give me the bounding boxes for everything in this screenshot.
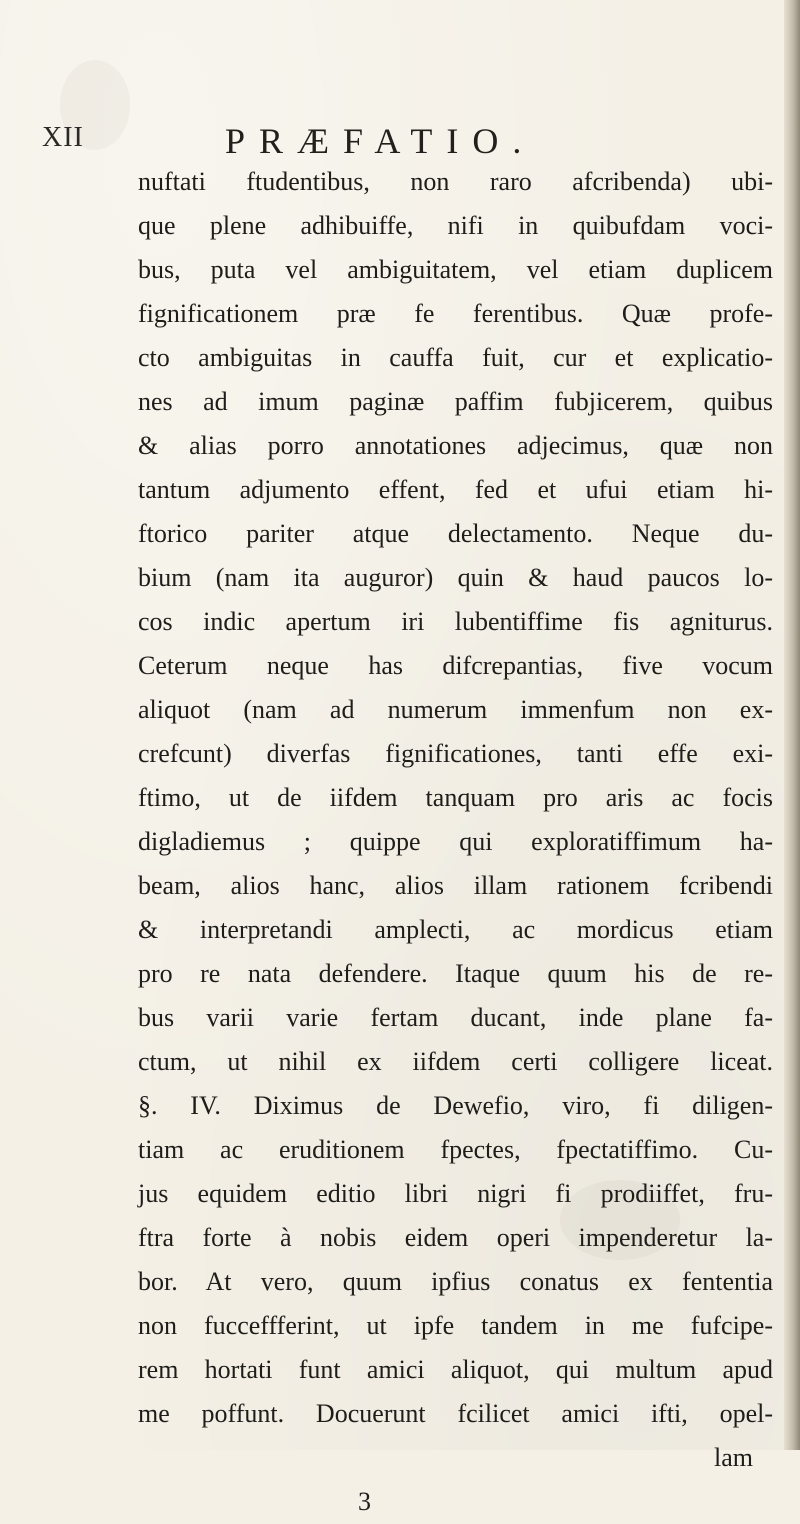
book-spine-edge: [784, 0, 800, 1450]
text-line: rem hortati funt amici aliquot, qui multum apud: [138, 1355, 773, 1384]
text-line: digladiemus ; quippe qui exploratiffimum ha-: [138, 827, 773, 856]
text-line: bor. At vero, quum ipfius conatus ex fententia: [138, 1267, 773, 1296]
text-line: jus equidem editio libri nigri fi prodiiffet, fru-: [138, 1179, 773, 1208]
text-line: & interpretandi amplecti, ac mordicus etiam: [138, 915, 773, 944]
text-line: bus, puta vel ambiguitatem, vel etiam duplicem: [138, 255, 773, 284]
text-line: & alias porro annotationes adjecimus, quæ non: [138, 431, 773, 460]
text-line: bium (nam ita auguror) quin & haud paucos lo-: [138, 563, 773, 592]
text-line: beam, alios hanc, alios illam rationem fcribendi: [138, 871, 773, 900]
text-line: fignificationem præ fe ferentibus. Quæ profe-: [138, 299, 773, 328]
text-line: Ceterum neque has difcrepantias, five vocum: [138, 651, 773, 680]
text-line: crefcunt) diverfas fignificationes, tanti effe exi-: [138, 739, 773, 768]
text-line: me poffunt. Docuerunt fcilicet amici ifti, opel-: [138, 1399, 773, 1428]
text-line: ctum, ut nihil ex iifdem certi colligere liceat.: [138, 1047, 773, 1076]
text-line: nuftati ftudentibus, non raro afcribenda) ubi-: [138, 167, 773, 196]
text-line: pro re nata defendere. Itaque quum his de re-: [138, 959, 773, 988]
text-line: bus varii varie fertam ducant, inde plane fa-: [138, 1003, 773, 1032]
text-line: ftorico pariter atque delectamento. Neque du-: [138, 519, 773, 548]
text-line: nes ad imum paginæ paffim fubjicerem, quibus: [138, 387, 773, 416]
text-line: tiam ac eruditionem fpectes, fpectatiffimo. Cu-: [138, 1135, 773, 1164]
catchword: lam: [714, 1443, 753, 1472]
running-head: PRÆFATIO.: [225, 121, 536, 161]
text-line: non fucceffferint, ut ipfe tandem in me fufcipe-: [138, 1311, 773, 1340]
text-line: §. IV. Diximus de Dewefio, viro, fi diligen-: [138, 1091, 773, 1120]
page-number: XII: [42, 122, 84, 153]
text-line: cto ambiguitas in cauffa fuit, cur et explicatio-: [138, 343, 773, 372]
text-line: que plene adhibuiffe, nifi in quibufdam voci-: [138, 211, 773, 240]
text-line: ftra forte à nobis eidem operi impenderetur la-: [138, 1223, 773, 1252]
text-line: aliquot (nam ad numerum immenfum non ex-: [138, 695, 773, 724]
text-line: ftimo, ut de iifdem tanquam pro aris ac focis: [138, 783, 773, 812]
signature-mark: 3: [358, 1487, 371, 1516]
text-line: cos indic apertum iri lubentiffime fis agniturus.: [138, 607, 773, 636]
text-line: tantum adjumento effent, fed et ufui etiam hi-: [138, 475, 773, 504]
body-text: [138, 160, 773, 1524]
